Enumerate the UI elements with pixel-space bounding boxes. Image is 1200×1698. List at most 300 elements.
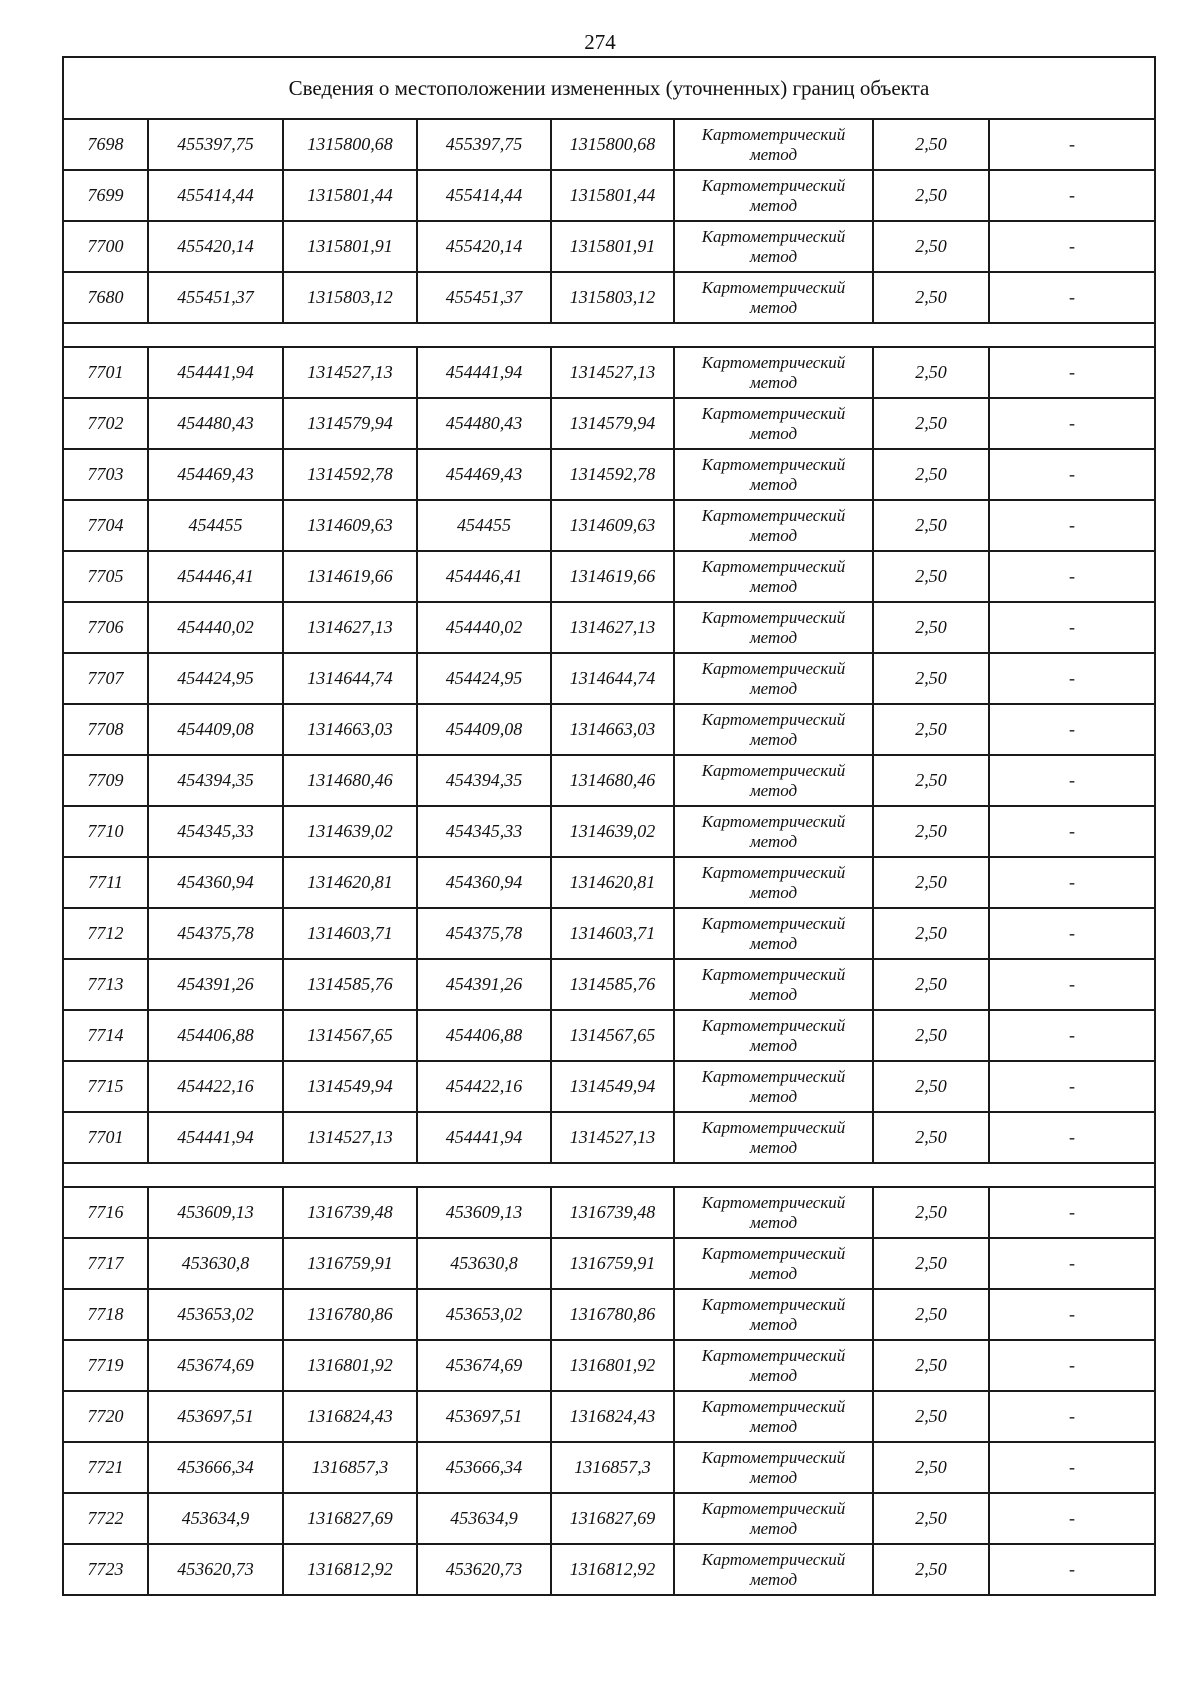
y-refined-cell: 1315800,68 <box>551 119 674 170</box>
table-row <box>63 170 1155 221</box>
y-refined-cell: 1314639,02 <box>551 806 674 857</box>
table-row <box>63 347 1155 398</box>
y-refined-cell: 1314627,13 <box>551 602 674 653</box>
x-refined-cell: 455397,75 <box>417 119 551 170</box>
y-refined-cell: 1315801,44 <box>551 170 674 221</box>
method-line-2: метод <box>749 423 798 443</box>
description-cell: - <box>989 119 1155 170</box>
x-existing-cell: 453620,73 <box>148 1544 283 1595</box>
y-refined-cell: 1316801,92 <box>551 1340 674 1391</box>
y-existing-cell: 1314663,03 <box>283 704 417 755</box>
method-line-2: метод <box>749 246 798 266</box>
method-line-1: Картометрический <box>701 1498 846 1518</box>
table-row <box>63 551 1155 602</box>
accuracy-cell: 2,50 <box>873 704 989 755</box>
y-existing-cell: 1314527,13 <box>283 347 417 398</box>
accuracy-cell: 2,50 <box>873 347 989 398</box>
method-line-1: Картометрический <box>701 1066 846 1086</box>
point-number-cell: 7701 <box>63 1112 148 1163</box>
method-cell <box>674 1238 873 1289</box>
x-existing-cell: 454480,43 <box>148 398 283 449</box>
y-existing-cell: 1314579,94 <box>283 398 417 449</box>
table-row <box>63 908 1155 959</box>
point-number-cell: 7718 <box>63 1289 148 1340</box>
accuracy-cell: 2,50 <box>873 908 989 959</box>
x-existing-cell: 454441,94 <box>148 1112 283 1163</box>
method-line-1: Картометрический <box>701 709 846 729</box>
method-line-2: метод <box>749 831 798 851</box>
method-line-1: Картометрический <box>701 1117 846 1137</box>
x-existing-cell: 453609,13 <box>148 1187 283 1238</box>
y-existing-cell: 1314609,63 <box>283 500 417 551</box>
y-refined-cell: 1315803,12 <box>551 272 674 323</box>
x-existing-cell: 453634,9 <box>148 1493 283 1544</box>
x-existing-cell: 454409,08 <box>148 704 283 755</box>
description-cell: - <box>989 1544 1155 1595</box>
method-line-2: метод <box>749 780 798 800</box>
y-refined-cell: 1314609,63 <box>551 500 674 551</box>
method-line-2: метод <box>749 882 798 902</box>
point-number-cell: 7708 <box>63 704 148 755</box>
table-row <box>63 1061 1155 1112</box>
method-cell <box>674 347 873 398</box>
point-number-cell: 7721 <box>63 1442 148 1493</box>
table-row <box>63 1340 1155 1391</box>
accuracy-cell: 2,50 <box>873 959 989 1010</box>
method-cell <box>674 272 873 323</box>
table-row <box>63 1010 1155 1061</box>
method-cell <box>674 755 873 806</box>
description-cell: - <box>989 221 1155 272</box>
method-cell <box>674 1061 873 1112</box>
point-number-cell: 7720 <box>63 1391 148 1442</box>
y-refined-cell: 1314592,78 <box>551 449 674 500</box>
method-line-1: Картометрический <box>701 124 846 144</box>
description-cell: - <box>989 602 1155 653</box>
accuracy-cell: 2,50 <box>873 398 989 449</box>
x-refined-cell: 453630,8 <box>417 1238 551 1289</box>
y-existing-cell: 1314620,81 <box>283 857 417 908</box>
y-refined-cell: 1316780,86 <box>551 1289 674 1340</box>
description-cell: - <box>989 959 1155 1010</box>
point-number-cell: 7700 <box>63 221 148 272</box>
point-number-cell: 7713 <box>63 959 148 1010</box>
table-title: Сведения о местоположении измененных (уточненных) границ объекта <box>63 57 1155 119</box>
method-cell <box>674 602 873 653</box>
y-refined-cell: 1316857,3 <box>551 1442 674 1493</box>
x-refined-cell: 454409,08 <box>417 704 551 755</box>
description-cell: - <box>989 1112 1155 1163</box>
x-existing-cell: 454446,41 <box>148 551 283 602</box>
x-existing-cell: 454441,94 <box>148 347 283 398</box>
y-existing-cell: 1315803,12 <box>283 272 417 323</box>
x-refined-cell: 454422,16 <box>417 1061 551 1112</box>
table-row <box>63 119 1155 170</box>
x-existing-cell: 454406,88 <box>148 1010 283 1061</box>
y-existing-cell: 1314592,78 <box>283 449 417 500</box>
method-cell <box>674 806 873 857</box>
description-cell: - <box>989 1010 1155 1061</box>
x-existing-cell: 453674,69 <box>148 1340 283 1391</box>
method-line-1: Картометрический <box>701 454 846 474</box>
x-existing-cell: 453666,34 <box>148 1442 283 1493</box>
method-line-1: Картометрический <box>701 862 846 882</box>
y-refined-cell: 1314579,94 <box>551 398 674 449</box>
method-cell <box>674 221 873 272</box>
x-existing-cell: 455414,44 <box>148 170 283 221</box>
point-number-cell: 7710 <box>63 806 148 857</box>
method-cell <box>674 449 873 500</box>
point-number-cell: 7704 <box>63 500 148 551</box>
point-number-cell: 7705 <box>63 551 148 602</box>
accuracy-cell: 2,50 <box>873 1544 989 1595</box>
x-refined-cell: 454424,95 <box>417 653 551 704</box>
method-line-1: Картометрический <box>701 1015 846 1035</box>
method-cell <box>674 1544 873 1595</box>
y-refined-cell: 1316759,91 <box>551 1238 674 1289</box>
accuracy-cell: 2,50 <box>873 119 989 170</box>
y-refined-cell: 1314567,65 <box>551 1010 674 1061</box>
method-line-2: метод <box>749 144 798 164</box>
x-existing-cell: 454440,02 <box>148 602 283 653</box>
method-line-2: метод <box>749 627 798 647</box>
method-line-1: Картометрический <box>701 1345 846 1365</box>
x-existing-cell: 454422,16 <box>148 1061 283 1112</box>
group-separator-row <box>63 323 1155 347</box>
x-existing-cell: 454345,33 <box>148 806 283 857</box>
x-existing-cell: 455397,75 <box>148 119 283 170</box>
y-refined-cell: 1314527,13 <box>551 1112 674 1163</box>
y-refined-cell: 1314549,94 <box>551 1061 674 1112</box>
method-cell <box>674 398 873 449</box>
description-cell: - <box>989 1340 1155 1391</box>
point-number-cell: 7703 <box>63 449 148 500</box>
table-row <box>63 602 1155 653</box>
method-line-2: метод <box>749 1467 798 1487</box>
accuracy-cell: 2,50 <box>873 1112 989 1163</box>
boundary-coordinates-table <box>62 56 1156 1596</box>
y-refined-cell: 1316827,69 <box>551 1493 674 1544</box>
x-existing-cell: 454391,26 <box>148 959 283 1010</box>
accuracy-cell: 2,50 <box>873 755 989 806</box>
x-existing-cell: 454375,78 <box>148 908 283 959</box>
x-existing-cell: 454469,43 <box>148 449 283 500</box>
y-existing-cell: 1314585,76 <box>283 959 417 1010</box>
method-line-1: Картометрический <box>701 277 846 297</box>
point-number-cell: 7712 <box>63 908 148 959</box>
method-cell <box>674 1289 873 1340</box>
point-number-cell: 7714 <box>63 1010 148 1061</box>
description-cell: - <box>989 1238 1155 1289</box>
x-existing-cell: 453653,02 <box>148 1289 283 1340</box>
method-line-2: метод <box>749 297 798 317</box>
y-existing-cell: 1316801,92 <box>283 1340 417 1391</box>
method-line-1: Картометрический <box>701 964 846 984</box>
x-refined-cell: 453634,9 <box>417 1493 551 1544</box>
method-cell <box>674 908 873 959</box>
table-row <box>63 959 1155 1010</box>
group-separator-row <box>63 1163 1155 1187</box>
y-existing-cell: 1314639,02 <box>283 806 417 857</box>
accuracy-cell: 2,50 <box>873 221 989 272</box>
x-refined-cell: 453674,69 <box>417 1340 551 1391</box>
point-number-cell: 7707 <box>63 653 148 704</box>
y-existing-cell: 1316857,3 <box>283 1442 417 1493</box>
accuracy-cell: 2,50 <box>873 1289 989 1340</box>
x-refined-cell: 453620,73 <box>417 1544 551 1595</box>
point-number-cell: 7698 <box>63 119 148 170</box>
method-line-2: метод <box>749 1365 798 1385</box>
accuracy-cell: 2,50 <box>873 1238 989 1289</box>
table-row <box>63 1112 1155 1163</box>
method-line-1: Картометрический <box>701 760 846 780</box>
description-cell: - <box>989 551 1155 602</box>
table-row <box>63 704 1155 755</box>
y-existing-cell: 1314603,71 <box>283 908 417 959</box>
x-existing-cell: 454455 <box>148 500 283 551</box>
accuracy-cell: 2,50 <box>873 170 989 221</box>
method-cell <box>674 1442 873 1493</box>
method-line-2: метод <box>749 1314 798 1334</box>
method-line-1: Картометрический <box>701 1294 846 1314</box>
table-row <box>63 1289 1155 1340</box>
description-cell: - <box>989 704 1155 755</box>
accuracy-cell: 2,50 <box>873 653 989 704</box>
y-refined-cell: 1314663,03 <box>551 704 674 755</box>
y-refined-cell: 1314680,46 <box>551 755 674 806</box>
x-existing-cell: 454394,35 <box>148 755 283 806</box>
y-refined-cell: 1314644,74 <box>551 653 674 704</box>
method-line-2: метод <box>749 576 798 596</box>
accuracy-cell: 2,50 <box>873 272 989 323</box>
accuracy-cell: 2,50 <box>873 1442 989 1493</box>
x-refined-cell: 453653,02 <box>417 1289 551 1340</box>
table-row <box>63 1391 1155 1442</box>
method-cell <box>674 1187 873 1238</box>
accuracy-cell: 2,50 <box>873 1061 989 1112</box>
method-line-2: метод <box>749 984 798 1004</box>
x-refined-cell: 454469,43 <box>417 449 551 500</box>
table-row <box>63 221 1155 272</box>
x-refined-cell: 454446,41 <box>417 551 551 602</box>
table-row <box>63 398 1155 449</box>
description-cell: - <box>989 500 1155 551</box>
method-line-2: метод <box>749 1518 798 1538</box>
description-cell: - <box>989 1493 1155 1544</box>
method-cell <box>674 170 873 221</box>
method-line-2: метод <box>749 1569 798 1589</box>
point-number-cell: 7709 <box>63 755 148 806</box>
point-number-cell: 7717 <box>63 1238 148 1289</box>
method-line-2: метод <box>749 933 798 953</box>
method-cell <box>674 1493 873 1544</box>
x-existing-cell: 453630,8 <box>148 1238 283 1289</box>
accuracy-cell: 2,50 <box>873 1340 989 1391</box>
x-existing-cell: 454424,95 <box>148 653 283 704</box>
description-cell: - <box>989 1187 1155 1238</box>
point-number-cell: 7702 <box>63 398 148 449</box>
method-cell <box>674 551 873 602</box>
method-cell <box>674 857 873 908</box>
y-existing-cell: 1315801,91 <box>283 221 417 272</box>
table-row <box>63 500 1155 551</box>
table-row <box>63 857 1155 908</box>
x-refined-cell: 454394,35 <box>417 755 551 806</box>
y-existing-cell: 1315800,68 <box>283 119 417 170</box>
y-existing-cell: 1314567,65 <box>283 1010 417 1061</box>
point-number-cell: 7711 <box>63 857 148 908</box>
table-row <box>63 1442 1155 1493</box>
point-number-cell: 7723 <box>63 1544 148 1595</box>
x-refined-cell: 453609,13 <box>417 1187 551 1238</box>
method-line-1: Картометрический <box>701 607 846 627</box>
method-line-1: Картометрический <box>701 1243 846 1263</box>
group-separator-cell <box>63 1163 1155 1187</box>
description-cell: - <box>989 1061 1155 1112</box>
x-refined-cell: 453697,51 <box>417 1391 551 1442</box>
y-refined-cell: 1314603,71 <box>551 908 674 959</box>
method-cell <box>674 500 873 551</box>
x-refined-cell: 453666,34 <box>417 1442 551 1493</box>
y-existing-cell: 1314619,66 <box>283 551 417 602</box>
y-existing-cell: 1314549,94 <box>283 1061 417 1112</box>
table-row <box>63 449 1155 500</box>
x-refined-cell: 454391,26 <box>417 959 551 1010</box>
method-cell <box>674 1391 873 1442</box>
y-existing-cell: 1316827,69 <box>283 1493 417 1544</box>
method-line-2: метод <box>749 729 798 749</box>
y-refined-cell: 1314585,76 <box>551 959 674 1010</box>
method-line-2: метод <box>749 1416 798 1436</box>
table-row <box>63 1493 1155 1544</box>
method-line-1: Картометрический <box>701 1396 846 1416</box>
accuracy-cell: 2,50 <box>873 449 989 500</box>
description-cell: - <box>989 806 1155 857</box>
y-existing-cell: 1314644,74 <box>283 653 417 704</box>
method-line-2: метод <box>749 474 798 494</box>
method-line-2: метод <box>749 1086 798 1106</box>
method-line-1: Картометрический <box>701 1192 846 1212</box>
table-row <box>63 806 1155 857</box>
y-existing-cell: 1316780,86 <box>283 1289 417 1340</box>
method-line-2: метод <box>749 1212 798 1232</box>
y-existing-cell: 1315801,44 <box>283 170 417 221</box>
description-cell: - <box>989 347 1155 398</box>
description-cell: - <box>989 398 1155 449</box>
group-separator-cell <box>63 323 1155 347</box>
y-refined-cell: 1314620,81 <box>551 857 674 908</box>
point-number-cell: 7699 <box>63 170 148 221</box>
x-refined-cell: 455414,44 <box>417 170 551 221</box>
method-line-1: Картометрический <box>701 913 846 933</box>
x-existing-cell: 455420,14 <box>148 221 283 272</box>
description-cell: - <box>989 755 1155 806</box>
page-number: 274 <box>584 30 616 54</box>
method-line-2: метод <box>749 1263 798 1283</box>
method-cell <box>674 1010 873 1061</box>
y-refined-cell: 1315801,91 <box>551 221 674 272</box>
y-refined-cell: 1316812,92 <box>551 1544 674 1595</box>
method-line-2: метод <box>749 1035 798 1055</box>
method-cell <box>674 959 873 1010</box>
method-line-1: Картометрический <box>701 1549 846 1569</box>
accuracy-cell: 2,50 <box>873 1391 989 1442</box>
table-title-row <box>63 57 1155 119</box>
method-cell <box>674 1340 873 1391</box>
point-number-cell: 7715 <box>63 1061 148 1112</box>
y-refined-cell: 1314527,13 <box>551 347 674 398</box>
description-cell: - <box>989 1442 1155 1493</box>
table-row <box>63 1187 1155 1238</box>
method-line-2: метод <box>749 372 798 392</box>
accuracy-cell: 2,50 <box>873 1493 989 1544</box>
y-existing-cell: 1314680,46 <box>283 755 417 806</box>
method-line-1: Картометрический <box>701 175 846 195</box>
x-existing-cell: 454360,94 <box>148 857 283 908</box>
method-cell <box>674 704 873 755</box>
x-existing-cell: 455451,37 <box>148 272 283 323</box>
table-row <box>63 653 1155 704</box>
x-refined-cell: 454440,02 <box>417 602 551 653</box>
table-row <box>63 1544 1155 1595</box>
accuracy-cell: 2,50 <box>873 806 989 857</box>
accuracy-cell: 2,50 <box>873 857 989 908</box>
method-line-1: Картометрический <box>701 1447 846 1467</box>
description-cell: - <box>989 1289 1155 1340</box>
x-refined-cell: 455451,37 <box>417 272 551 323</box>
point-number-cell: 7701 <box>63 347 148 398</box>
y-existing-cell: 1314627,13 <box>283 602 417 653</box>
x-refined-cell: 454455 <box>417 500 551 551</box>
description-cell: - <box>989 1391 1155 1442</box>
x-refined-cell: 454480,43 <box>417 398 551 449</box>
y-refined-cell: 1314619,66 <box>551 551 674 602</box>
table-row <box>63 755 1155 806</box>
accuracy-cell: 2,50 <box>873 500 989 551</box>
y-existing-cell: 1314527,13 <box>283 1112 417 1163</box>
method-line-2: метод <box>749 678 798 698</box>
y-existing-cell: 1316812,92 <box>283 1544 417 1595</box>
method-line-1: Картометрический <box>701 226 846 246</box>
x-refined-cell: 454345,33 <box>417 806 551 857</box>
y-existing-cell: 1316824,43 <box>283 1391 417 1442</box>
accuracy-cell: 2,50 <box>873 551 989 602</box>
method-cell <box>674 653 873 704</box>
x-refined-cell: 454441,94 <box>417 347 551 398</box>
point-number-cell: 7680 <box>63 272 148 323</box>
description-cell: - <box>989 857 1155 908</box>
accuracy-cell: 2,50 <box>873 1010 989 1061</box>
point-number-cell: 7719 <box>63 1340 148 1391</box>
y-refined-cell: 1316739,48 <box>551 1187 674 1238</box>
method-cell <box>674 119 873 170</box>
point-number-cell: 7722 <box>63 1493 148 1544</box>
x-refined-cell: 454406,88 <box>417 1010 551 1061</box>
point-number-cell: 7706 <box>63 602 148 653</box>
x-existing-cell: 453697,51 <box>148 1391 283 1442</box>
table-row <box>63 272 1155 323</box>
y-existing-cell: 1316759,91 <box>283 1238 417 1289</box>
description-cell: - <box>989 653 1155 704</box>
table-row <box>63 1238 1155 1289</box>
y-refined-cell: 1316824,43 <box>551 1391 674 1442</box>
method-cell <box>674 1112 873 1163</box>
method-line-2: метод <box>749 195 798 215</box>
accuracy-cell: 2,50 <box>873 602 989 653</box>
description-cell: - <box>989 170 1155 221</box>
description-cell: - <box>989 272 1155 323</box>
description-cell: - <box>989 908 1155 959</box>
